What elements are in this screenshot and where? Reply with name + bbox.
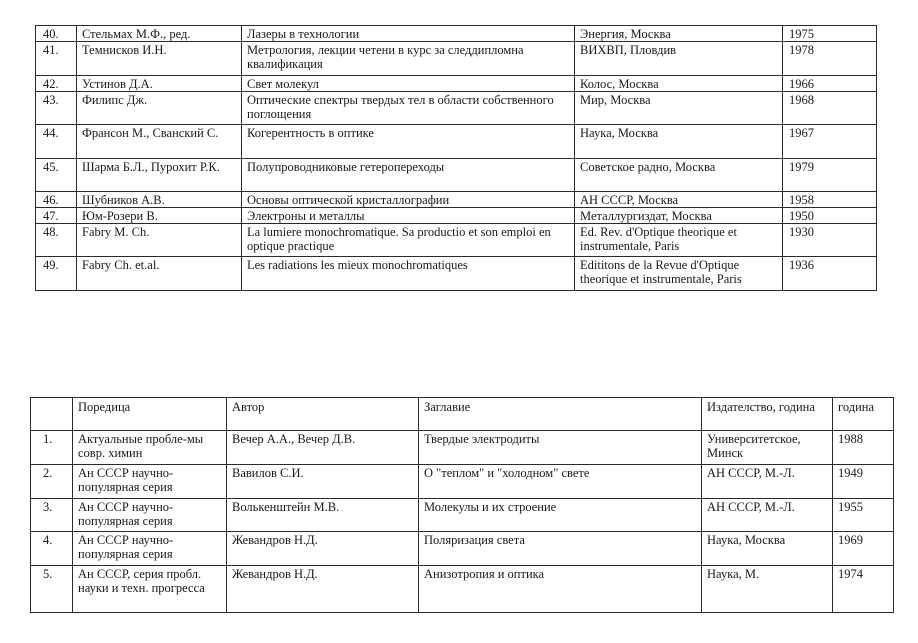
cell-author: Fabry M. Ch. [77, 224, 242, 257]
cell-year: 1955 [833, 499, 894, 532]
cell-num: 3. [31, 499, 73, 532]
cell-publisher: Ed. Rev. d'Optique theorique et instrumentale, Paris [575, 224, 783, 257]
cell-author: Fabry Ch. et.al. [77, 257, 242, 291]
cell-title: О "теплом" и "холодном" свете [419, 465, 702, 499]
cell-title: Полупроводниковые гетеропереходы [242, 159, 575, 192]
cell-num: 44. [36, 125, 77, 159]
cell-author: Филипс Дж. [77, 92, 242, 125]
cell-author: Жевандров Н.Д. [227, 566, 419, 613]
cell-author: Шубников А.В. [77, 192, 242, 208]
header-publisher: Издателство, година [702, 398, 833, 431]
table-header-row [31, 398, 894, 431]
cell-title: Молекулы и их строение [419, 499, 702, 532]
cell-publisher: Металлургиздат, Москва [575, 208, 783, 224]
cell-year: 1968 [783, 92, 877, 125]
cell-num: 41. [36, 42, 77, 76]
cell-author: Устинов Д.А. [77, 76, 242, 92]
table-row [36, 208, 877, 224]
header-year: година [833, 398, 894, 431]
cell-series: Ан СССР научно-популярная серия [73, 532, 227, 566]
table-row [36, 76, 877, 92]
cell-num: 43. [36, 92, 77, 125]
cell-publisher: ВИХВП, Пловдив [575, 42, 783, 76]
cell-year: 1988 [833, 431, 894, 465]
cell-year: 1978 [783, 42, 877, 76]
cell-title: Поляризация света [419, 532, 702, 566]
cell-year: 1967 [783, 125, 877, 159]
cell-author: Шарма Б.Л., Пурохит Р.К. [77, 159, 242, 192]
header-title: Заглавие [419, 398, 702, 431]
cell-year: 1949 [833, 465, 894, 499]
cell-title: Свет молекул [242, 76, 575, 92]
bibliography-table-1 [35, 25, 877, 291]
table-row [31, 499, 894, 532]
cell-title: La lumiere monochromatique. Sa productio et son emploi en optique practique [242, 224, 575, 257]
cell-year: 1979 [783, 159, 877, 192]
bibliography-table-2 [30, 397, 894, 613]
cell-author: Вечер А.А., Вечер Д.В. [227, 431, 419, 465]
cell-num: 48. [36, 224, 77, 257]
cell-year: 1969 [833, 532, 894, 566]
cell-num: 2. [31, 465, 73, 499]
table-row [36, 257, 877, 291]
cell-title: Твердые электродиты [419, 431, 702, 465]
table-row [31, 532, 894, 566]
cell-title: Анизотропия и оптика [419, 566, 702, 613]
cell-num: 42. [36, 76, 77, 92]
table-row [36, 26, 877, 42]
cell-num: 1. [31, 431, 73, 465]
cell-year: 1966 [783, 76, 877, 92]
cell-publisher: Наука, Москва [702, 532, 833, 566]
cell-publisher: Мир, Москва [575, 92, 783, 125]
cell-num: 47. [36, 208, 77, 224]
cell-author: Юм-Розери В. [77, 208, 242, 224]
cell-series: Ан СССР научно-популярная серия [73, 499, 227, 532]
cell-year: 1958 [783, 192, 877, 208]
cell-year: 1975 [783, 26, 877, 42]
cell-author: Франсон М., Сванский С. [77, 125, 242, 159]
cell-publisher: Наука, М. [702, 566, 833, 613]
table-row [36, 92, 877, 125]
cell-num: 40. [36, 26, 77, 42]
cell-publisher: Университетское, Минск [702, 431, 833, 465]
cell-num: 49. [36, 257, 77, 291]
cell-num: 5. [31, 566, 73, 613]
cell-series: Актуальные пробле-мы совр. химин [73, 431, 227, 465]
cell-author: Стельмах М.Ф., ред. [77, 26, 242, 42]
cell-publisher: АН СССР, М.-Л. [702, 465, 833, 499]
cell-year: 1936 [783, 257, 877, 291]
table-row [31, 465, 894, 499]
cell-publisher: АН СССР, Москва [575, 192, 783, 208]
table-row [31, 431, 894, 465]
cell-author: Жевандров Н.Д. [227, 532, 419, 566]
cell-author: Волькенштейн М.В. [227, 499, 419, 532]
cell-title: Лазеры в технологии [242, 26, 575, 42]
table-row [36, 42, 877, 76]
table-row [36, 159, 877, 192]
header-author: Автор [227, 398, 419, 431]
cell-title: Метрология, лекции четени в курс за следдипломна квалификация [242, 42, 575, 76]
cell-num: 45. [36, 159, 77, 192]
cell-num: 4. [31, 532, 73, 566]
cell-title: Электроны и металлы [242, 208, 575, 224]
header-num [31, 398, 73, 431]
cell-publisher: Энергия, Москва [575, 26, 783, 42]
cell-publisher: Наука, Москва [575, 125, 783, 159]
cell-publisher: Edititons de la Revue d'Optique theorique et instrumentale, Paris [575, 257, 783, 291]
cell-year: 1974 [833, 566, 894, 613]
table-row [36, 224, 877, 257]
cell-series: Ан СССР, серия пробл. науки и техн. прогресса [73, 566, 227, 613]
cell-title: Оптические спектры твердых тел в области собственного поглощения [242, 92, 575, 125]
table-row [31, 566, 894, 613]
cell-series: Ан СССР научно-популярная серия [73, 465, 227, 499]
cell-publisher: Колос, Москва [575, 76, 783, 92]
cell-title: Когерентность в оптике [242, 125, 575, 159]
cell-author: Темнисков И.Н. [77, 42, 242, 76]
cell-year: 1950 [783, 208, 877, 224]
cell-title: Основы оптической кристаллографии [242, 192, 575, 208]
cell-publisher: Советское радно, Москва [575, 159, 783, 192]
header-series: Поредица [73, 398, 227, 431]
cell-num: 46. [36, 192, 77, 208]
cell-year: 1930 [783, 224, 877, 257]
cell-author: Вавилов С.И. [227, 465, 419, 499]
cell-title: Les radiations les mieux monochromatiques [242, 257, 575, 291]
table-row [36, 125, 877, 159]
table-row [36, 192, 877, 208]
cell-publisher: АН СССР, М.-Л. [702, 499, 833, 532]
